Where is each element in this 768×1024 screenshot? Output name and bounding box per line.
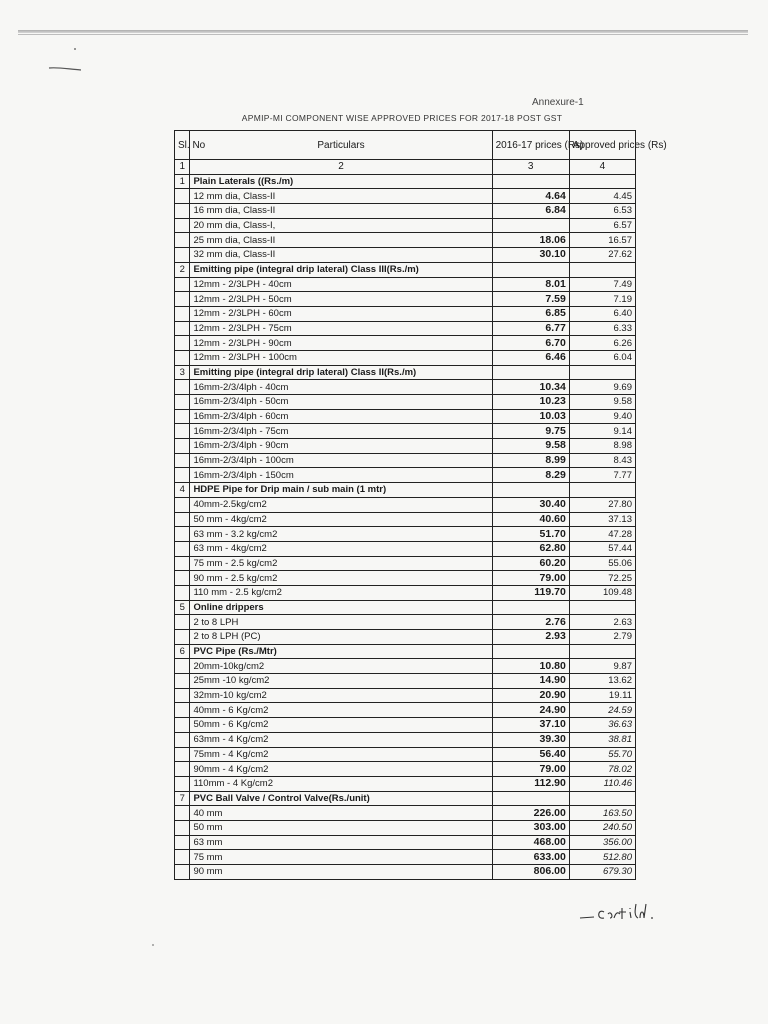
header-price-2016: 2016-17 prices (Rs) <box>492 131 569 160</box>
empty-cell <box>175 277 190 292</box>
approved-price-cell: 24.59 <box>569 703 635 718</box>
price-2016-cell: 20.90 <box>492 688 569 703</box>
empty-cell <box>175 703 190 718</box>
column-number-row <box>175 160 636 175</box>
price-2016-cell: 62.80 <box>492 541 569 556</box>
item-name: 63mm - 4 Kg/cm2 <box>190 732 492 747</box>
section-row <box>175 644 636 659</box>
item-name: 75 mm - 2.5 kg/cm2 <box>190 556 492 571</box>
approved-price-cell: 7.49 <box>569 277 635 292</box>
table-row <box>175 204 636 219</box>
price-2016-cell: 6.46 <box>492 350 569 365</box>
approved-price-cell: 9.40 <box>569 409 635 424</box>
approved-price-cell: 16.57 <box>569 233 635 248</box>
empty-cell <box>569 791 635 806</box>
section-number: 2 <box>175 262 190 277</box>
item-name: 16mm-2/3/4lph - 100cm <box>190 453 492 468</box>
price-2016-cell: 6.70 <box>492 336 569 351</box>
item-name: 16mm-2/3/4lph - 40cm <box>190 380 492 395</box>
empty-cell <box>175 688 190 703</box>
table-row <box>175 512 636 527</box>
header-sl: Sl. No <box>175 131 190 160</box>
item-name: 110 mm - 2.5 kg/cm2 <box>190 585 492 600</box>
price-2016-cell: 226.00 <box>492 806 569 821</box>
approved-price-cell: 55.70 <box>569 747 635 762</box>
empty-cell <box>175 585 190 600</box>
empty-cell <box>175 204 190 219</box>
empty-cell <box>175 571 190 586</box>
section-number: 5 <box>175 600 190 615</box>
table-header-row <box>175 131 636 160</box>
approved-price-cell: 6.40 <box>569 306 635 321</box>
empty-cell <box>175 674 190 689</box>
item-name: 32 mm dia, Class-II <box>190 248 492 263</box>
section-row <box>175 365 636 380</box>
table-row <box>175 218 636 233</box>
item-name: 63 mm - 4kg/cm2 <box>190 541 492 556</box>
item-name: 25 mm dia, Class-II <box>190 233 492 248</box>
scan-edge-line-secondary <box>18 34 748 35</box>
item-name: 20mm-10kg/cm2 <box>190 659 492 674</box>
approved-price-cell: 240.50 <box>569 820 635 835</box>
section-row <box>175 483 636 498</box>
approved-price-cell: 163.50 <box>569 806 635 821</box>
table-row <box>175 409 636 424</box>
empty-cell <box>175 865 190 880</box>
approved-price-cell: 6.57 <box>569 218 635 233</box>
price-2016-cell: 9.75 <box>492 424 569 439</box>
approved-price-cell: 2.79 <box>569 630 635 645</box>
price-2016-cell: 119.70 <box>492 585 569 600</box>
empty-cell <box>492 644 569 659</box>
annexure-label: Annexure-1 <box>532 97 584 108</box>
item-name: 63 mm - 3.2 kg/cm2 <box>190 527 492 542</box>
section-title: Online drippers <box>190 600 492 615</box>
price-2016-cell: 10.23 <box>492 395 569 410</box>
item-name: 40 mm <box>190 806 492 821</box>
approved-price-cell: 8.43 <box>569 453 635 468</box>
table-row <box>175 571 636 586</box>
price-2016-cell: 79.00 <box>492 571 569 586</box>
empty-cell <box>175 512 190 527</box>
empty-cell <box>175 218 190 233</box>
empty-cell <box>175 615 190 630</box>
table-row <box>175 703 636 718</box>
table-row <box>175 820 636 835</box>
item-name: 16mm-2/3/4lph - 60cm <box>190 409 492 424</box>
price-2016-cell: 6.85 <box>492 306 569 321</box>
item-name: 16mm-2/3/4lph - 50cm <box>190 395 492 410</box>
table-row <box>175 321 636 336</box>
approved-price-cell: 356.00 <box>569 835 635 850</box>
price-2016-cell: 14.90 <box>492 674 569 689</box>
table-row <box>175 835 636 850</box>
item-name: 40mm - 6 Kg/cm2 <box>190 703 492 718</box>
item-name: 12mm - 2/3LPH - 50cm <box>190 292 492 307</box>
price-2016-cell: 2.93 <box>492 630 569 645</box>
price-2016-cell: 24.90 <box>492 703 569 718</box>
item-name: 75mm - 4 Kg/cm2 <box>190 747 492 762</box>
table-row <box>175 189 636 204</box>
empty-cell <box>569 644 635 659</box>
empty-cell <box>175 350 190 365</box>
empty-cell <box>175 747 190 762</box>
table-row <box>175 747 636 762</box>
empty-cell <box>569 365 635 380</box>
price-2016-cell: 8.01 <box>492 277 569 292</box>
table-row <box>175 556 636 571</box>
table-row <box>175 248 636 263</box>
empty-cell <box>492 791 569 806</box>
empty-cell <box>175 835 190 850</box>
empty-cell <box>569 174 635 189</box>
item-name: 50mm - 6 Kg/cm2 <box>190 718 492 733</box>
section-title: HDPE Pipe for Drip main / sub main (1 mtr) <box>190 483 492 498</box>
table-row <box>175 630 636 645</box>
item-name: 75 mm <box>190 850 492 865</box>
price-2016-cell: 303.00 <box>492 820 569 835</box>
approved-price-cell: 9.87 <box>569 659 635 674</box>
table-row <box>175 395 636 410</box>
empty-cell <box>492 262 569 277</box>
approved-price-cell: 9.58 <box>569 395 635 410</box>
approved-price-cell: 27.62 <box>569 248 635 263</box>
empty-cell <box>175 248 190 263</box>
approved-price-cell: 7.19 <box>569 292 635 307</box>
item-name: 16mm-2/3/4lph - 90cm <box>190 439 492 454</box>
empty-cell <box>175 659 190 674</box>
empty-cell <box>492 600 569 615</box>
empty-cell <box>175 806 190 821</box>
empty-cell <box>175 380 190 395</box>
item-name: 12mm - 2/3LPH - 60cm <box>190 306 492 321</box>
item-name: 16mm-2/3/4lph - 150cm <box>190 468 492 483</box>
approved-price-cell: 110.46 <box>569 776 635 791</box>
price-2016-cell: 806.00 <box>492 865 569 880</box>
price-table <box>174 130 667 880</box>
empty-cell <box>569 483 635 498</box>
empty-cell <box>569 262 635 277</box>
approved-price-cell: 9.14 <box>569 424 635 439</box>
item-name: 90 mm <box>190 865 492 880</box>
item-name: 50 mm <box>190 820 492 835</box>
section-title: PVC Pipe (Rs./Mtr) <box>190 644 492 659</box>
price-2016-cell: 51.70 <box>492 527 569 542</box>
item-name: 40mm-2.5kg/cm2 <box>190 497 492 512</box>
price-2016-cell: 8.99 <box>492 453 569 468</box>
approved-price-cell: 37.13 <box>569 512 635 527</box>
table-row <box>175 527 636 542</box>
approved-price-cell: 6.26 <box>569 336 635 351</box>
empty-cell <box>175 732 190 747</box>
section-number: 1 <box>175 174 190 189</box>
section-number: 7 <box>175 791 190 806</box>
approved-price-cell: 9.69 <box>569 380 635 395</box>
price-2016-cell: 112.90 <box>492 776 569 791</box>
table-row <box>175 424 636 439</box>
approved-price-cell: 109.48 <box>569 585 635 600</box>
price-2016-cell: 9.58 <box>492 439 569 454</box>
empty-cell <box>569 600 635 615</box>
approved-price-cell: 512.80 <box>569 850 635 865</box>
header-approved: Approved prices (Rs) <box>569 131 635 160</box>
colnum-2: 2 <box>190 160 492 175</box>
table-row <box>175 439 636 454</box>
section-row <box>175 174 636 189</box>
price-2016-cell: 37.10 <box>492 718 569 733</box>
table-row <box>175 468 636 483</box>
empty-cell <box>175 850 190 865</box>
approved-price-cell: 38.81 <box>569 732 635 747</box>
approved-price-cell: 78.02 <box>569 762 635 777</box>
table-row <box>175 336 636 351</box>
header-particulars: Particulars <box>190 131 492 160</box>
table-row <box>175 497 636 512</box>
approved-price-cell: 72.25 <box>569 571 635 586</box>
approved-price-cell: 47.28 <box>569 527 635 542</box>
approved-price-cell: 2.63 <box>569 615 635 630</box>
approved-price-cell: 6.04 <box>569 350 635 365</box>
table-row <box>175 732 636 747</box>
table-row <box>175 292 636 307</box>
item-name: 90 mm - 2.5 kg/cm2 <box>190 571 492 586</box>
table-row <box>175 776 636 791</box>
scan-speck <box>74 48 76 50</box>
price-2016-cell: 2.76 <box>492 615 569 630</box>
table-row <box>175 306 636 321</box>
empty-cell <box>175 762 190 777</box>
price-2016-cell: 468.00 <box>492 835 569 850</box>
price-2016-cell: 40.60 <box>492 512 569 527</box>
approved-price-cell: 6.53 <box>569 204 635 219</box>
approved-price-cell: 55.06 <box>569 556 635 571</box>
price-2016-cell: 56.40 <box>492 747 569 762</box>
table-body <box>175 174 636 879</box>
empty-cell <box>175 189 190 204</box>
section-row <box>175 262 636 277</box>
section-number: 6 <box>175 644 190 659</box>
approved-price-cell: 27.80 <box>569 497 635 512</box>
table-row <box>175 865 636 880</box>
empty-cell <box>175 527 190 542</box>
item-name: 32mm-10 kg/cm2 <box>190 688 492 703</box>
approved-price-cell: 36.63 <box>569 718 635 733</box>
price-2016-cell: 30.40 <box>492 497 569 512</box>
item-name: 12 mm dia, Class-II <box>190 189 492 204</box>
price-2016-cell: 10.03 <box>492 409 569 424</box>
section-number: 3 <box>175 365 190 380</box>
empty-cell <box>175 306 190 321</box>
table-row <box>175 541 636 556</box>
item-name: 16 mm dia, Class-II <box>190 204 492 219</box>
item-name: 63 mm <box>190 835 492 850</box>
section-row <box>175 600 636 615</box>
price-2016-cell: 10.80 <box>492 659 569 674</box>
approved-price-cell: 13.62 <box>569 674 635 689</box>
price-2016-cell: 7.59 <box>492 292 569 307</box>
empty-cell <box>492 483 569 498</box>
section-title: PVC Ball Valve / Control Valve(Rs./unit) <box>190 791 492 806</box>
empty-cell <box>492 365 569 380</box>
table-row <box>175 762 636 777</box>
approved-price-cell: 679.30 <box>569 865 635 880</box>
colnum-3: 3 <box>492 160 569 175</box>
item-name: 2 to 8 LPH <box>190 615 492 630</box>
empty-cell <box>175 424 190 439</box>
price-2016-cell <box>492 218 569 233</box>
section-title: Emitting pipe (integral drip lateral) Class III(Rs./m) <box>190 262 492 277</box>
price-2016-cell: 79.00 <box>492 762 569 777</box>
price-2016-cell: 6.77 <box>492 321 569 336</box>
table-row <box>175 659 636 674</box>
table-row <box>175 718 636 733</box>
empty-cell <box>175 776 190 791</box>
empty-cell <box>175 336 190 351</box>
empty-cell <box>175 395 190 410</box>
item-name: 25mm -10 kg/cm2 <box>190 674 492 689</box>
section-number: 4 <box>175 483 190 498</box>
table-row <box>175 277 636 292</box>
empty-cell <box>175 541 190 556</box>
empty-cell <box>175 497 190 512</box>
empty-cell <box>175 292 190 307</box>
item-name: 50 mm - 4kg/cm2 <box>190 512 492 527</box>
empty-cell <box>175 718 190 733</box>
table-row <box>175 806 636 821</box>
item-name: 12mm - 2/3LPH - 100cm <box>190 350 492 365</box>
empty-cell <box>175 409 190 424</box>
approved-price-cell: 57.44 <box>569 541 635 556</box>
handwritten-signature <box>578 898 678 926</box>
approved-price-cell: 7.77 <box>569 468 635 483</box>
price-2016-cell: 10.34 <box>492 380 569 395</box>
scan-edge-line <box>18 30 748 33</box>
price-2016-cell: 30.10 <box>492 248 569 263</box>
price-2016-cell: 6.84 <box>492 204 569 219</box>
item-name: 12mm - 2/3LPH - 75cm <box>190 321 492 336</box>
item-name: 12mm - 2/3LPH - 90cm <box>190 336 492 351</box>
price-2016-cell: 4.64 <box>492 189 569 204</box>
colnum-1: 1 <box>175 160 190 175</box>
empty-cell <box>492 174 569 189</box>
item-name: 90mm - 4 Kg/cm2 <box>190 762 492 777</box>
scan-speck <box>152 944 154 946</box>
empty-cell <box>175 630 190 645</box>
table-row <box>175 850 636 865</box>
item-name: 20 mm dia, Class-I, <box>190 218 492 233</box>
empty-cell <box>175 233 190 248</box>
table-row <box>175 615 636 630</box>
approved-price-cell: 6.33 <box>569 321 635 336</box>
price-2016-cell: 60.20 <box>492 556 569 571</box>
price-2016-cell: 8.29 <box>492 468 569 483</box>
empty-cell <box>175 556 190 571</box>
document-title: APMIP-MI COMPONENT WISE APPROVED PRICES FOR 2017-18 POST GST <box>241 113 563 123</box>
item-name: 16mm-2/3/4lph - 75cm <box>190 424 492 439</box>
approved-price-cell: 8.98 <box>569 439 635 454</box>
table-row <box>175 674 636 689</box>
item-name: 2 to 8 LPH (PC) <box>190 630 492 645</box>
pen-mark <box>48 66 82 71</box>
section-title: Emitting pipe (integral drip lateral) Class II(Rs./m) <box>190 365 492 380</box>
approved-price-cell: 19.11 <box>569 688 635 703</box>
price-2016-cell: 18.06 <box>492 233 569 248</box>
empty-cell <box>175 439 190 454</box>
item-name: 110mm - 4 Kg/cm2 <box>190 776 492 791</box>
approved-price-cell: 4.45 <box>569 189 635 204</box>
empty-cell <box>175 453 190 468</box>
table-row <box>175 380 636 395</box>
item-name: 12mm - 2/3LPH - 40cm <box>190 277 492 292</box>
price-2016-cell: 633.00 <box>492 850 569 865</box>
table-row <box>175 453 636 468</box>
section-title: Plain Laterals ((Rs./m) <box>190 174 492 189</box>
empty-cell <box>175 468 190 483</box>
table-row <box>175 350 636 365</box>
table-row <box>175 585 636 600</box>
table-row <box>175 688 636 703</box>
empty-cell <box>175 820 190 835</box>
colnum-4: 4 <box>569 160 635 175</box>
empty-cell <box>175 321 190 336</box>
table-row <box>175 233 636 248</box>
section-row <box>175 791 636 806</box>
price-2016-cell: 39.30 <box>492 732 569 747</box>
